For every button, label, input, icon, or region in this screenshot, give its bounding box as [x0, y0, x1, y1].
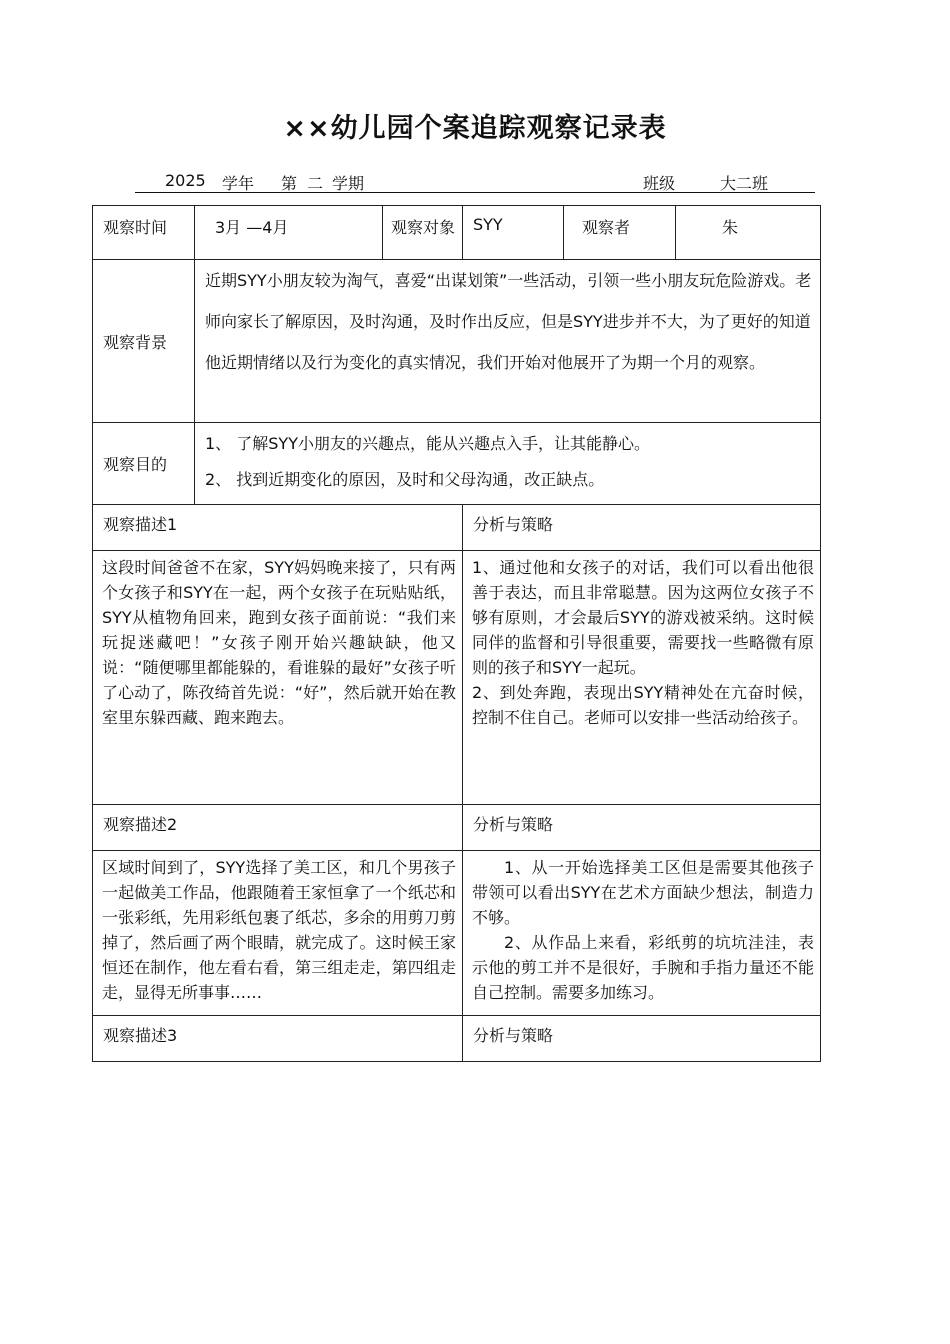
- term-number: 二: [307, 174, 324, 193]
- school-year: 2025: [165, 171, 206, 190]
- observer-label: 观察者: [564, 206, 676, 260]
- term-prefix: 第: [281, 174, 298, 193]
- school-year-label: 学年: [222, 174, 255, 193]
- section-2-header: [93, 805, 821, 851]
- background-label: 观察背景: [93, 260, 195, 423]
- observation-table: [92, 205, 821, 1062]
- term-class-line: [135, 170, 815, 193]
- goals-row: [93, 423, 821, 505]
- subject-value: SYY: [463, 206, 564, 260]
- analysis-2-point: 1、从一开始选择美工区但是需要其他孩子带领可以看出SYY在艺术方面缺少想法，制造力不够。: [472, 858, 815, 927]
- desc-1-paragraph: 这段时间爸爸不在家，SYY妈妈晚来接了，只有两个女孩子和SYY在一起，两个女孩子在玩贴贴纸，SYY从植物角回来，跑到女孩子面前说：“我们来玩捉迷藏吧！”女孩子刚开始兴趣缺缺，他又说：“随便哪里都能躲的，看谁躲的最好”女孩子听了心动了，陈孜绮首先说：“好”，然后就开始在教室里东躲西藏、跑来跑去。: [102, 558, 456, 727]
- background-row: [93, 260, 821, 423]
- desc-1-text: [93, 551, 463, 805]
- analysis-1-point: 2、到处奔跑，表现出SYY精神处在亢奋时候，控制不住自己。老师可以安排一些活动给孩子。: [472, 683, 815, 727]
- desc-2-text: [93, 851, 463, 1016]
- analysis-1-text: [463, 551, 821, 805]
- class-value: 大二班: [720, 174, 769, 193]
- section-2-body: [93, 851, 821, 1016]
- info-row: [93, 206, 821, 260]
- analysis-3-label: 分析与策略: [463, 1016, 821, 1062]
- section-1-header: [93, 505, 821, 551]
- subject-label: 观察对象: [383, 206, 463, 260]
- section-1-body: [93, 551, 821, 805]
- class-label: 班级: [643, 174, 676, 193]
- analysis-1-label: 分析与策略: [463, 505, 821, 551]
- goals-list: [195, 423, 821, 505]
- desc-2-label: 观察描述2: [93, 805, 463, 851]
- goals-label: 观察目的: [93, 423, 195, 505]
- section-3-header: [93, 1016, 821, 1062]
- analysis-2-point: 2、从作品上来看，彩纸剪的坑坑洼洼，表示他的剪工并不是很好，手腕和手指力量还不能自己控制。需要多加练习。: [472, 933, 815, 1002]
- desc-2-paragraph: 区域时间到了，SYY选择了美工区，和几个男孩子一起做美工作品，他跟随着王家恒拿了一个纸芯和一张彩纸，先用彩纸包裹了纸芯，多余的用剪刀剪掉了，然后画了两个眼睛，就完成了。这时候王家恒还在制作，他左看右看，第三组走走，第四组走走，显得无所事事……: [102, 858, 456, 1002]
- analysis-1-point: 1、通过他和女孩子的对话，我们可以看出他很善于表达，而且非常聪慧。因为这两位女孩子不够有原则，才会最后SYY的游戏被采纳。这时候同伴的监督和引导很重要，需要找一些略微有原则的孩子和SYY一起玩。: [472, 558, 815, 677]
- term-label: 学期: [332, 174, 365, 193]
- analysis-2-label: 分析与策略: [463, 805, 821, 851]
- desc-3-label: 观察描述3: [93, 1016, 463, 1062]
- analysis-2-text: [463, 851, 821, 1016]
- desc-1-label: 观察描述1: [93, 505, 463, 551]
- background-text: 近期SYY小朋友较为淘气，喜爱“出谋划策”一些活动，引领一些小朋友玩危险游戏。老师向家长了解原因，及时沟通，及时作出反应，但是SYY进步并不大，为了更好的知道他近期情绪以及行为变化的真实情况，我们开始对他展开了为期一个月的观察。: [195, 260, 821, 423]
- page-title: ××幼儿园个案追踪观察记录表: [283, 113, 667, 144]
- time-label: 观察时间: [93, 206, 195, 260]
- observer-value: 朱: [676, 206, 821, 260]
- time-value: 3月 —4月: [195, 206, 383, 260]
- goal-item: 1、 了解SYY小朋友的兴趣点，能从兴趣点入手，让其能静心。: [205, 434, 650, 453]
- goal-item: 2、 找到近期变化的原因，及时和父母沟通，改正缺点。: [205, 470, 605, 489]
